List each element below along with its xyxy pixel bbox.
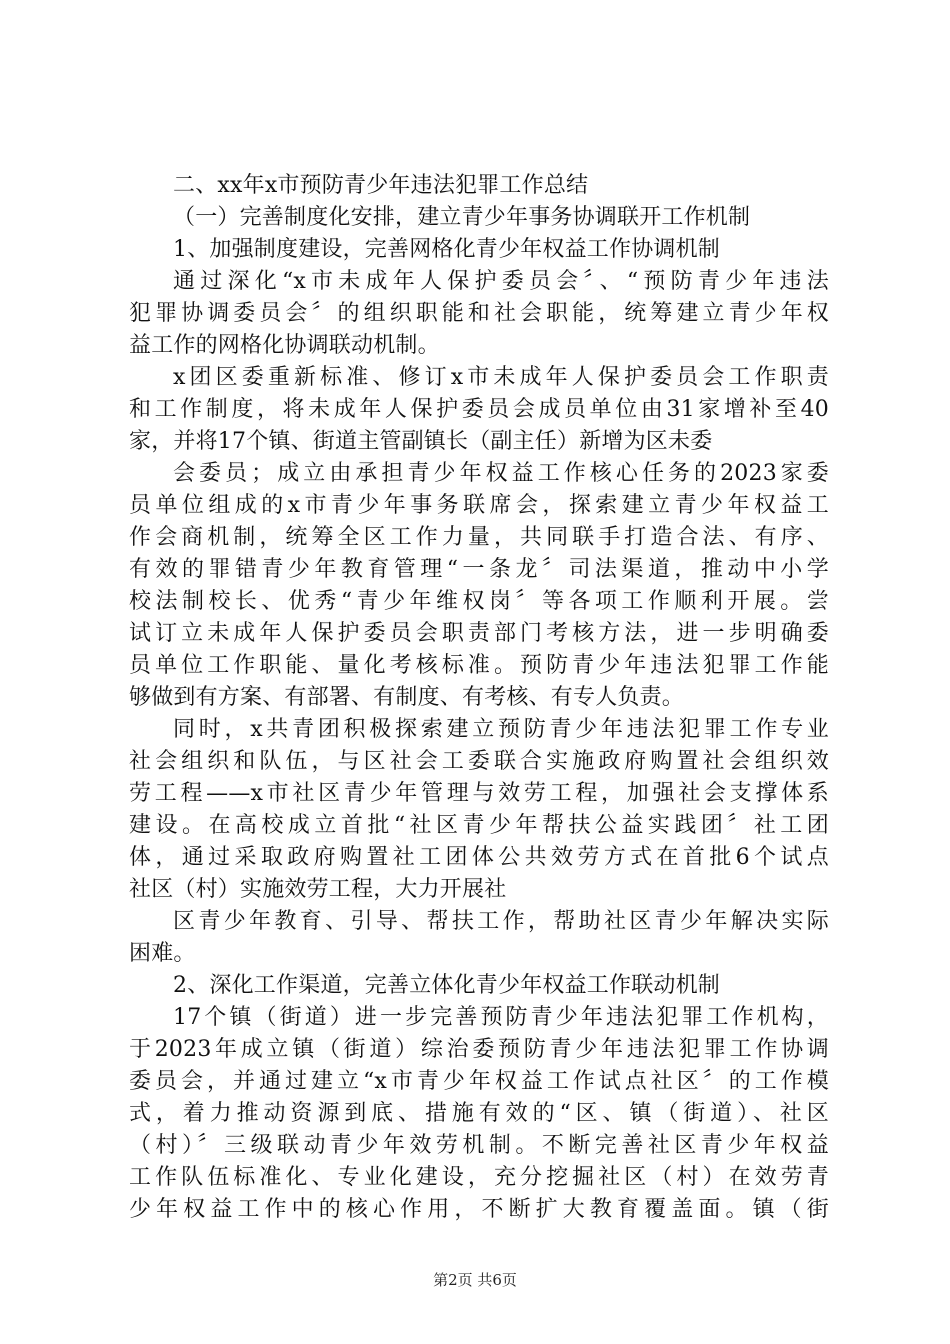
- text-line: 校法制校长、优秀“青少年维权岗〞等各项工作顺利开展。尝: [129, 589, 829, 614]
- text-line: 会委员；成立由承担青少年权益工作核心任务的2023家委: [173, 461, 829, 486]
- text-line: 员单位工作职能、量化考核标准。预防青少年违法犯罪工作能: [129, 653, 829, 678]
- text-line: 困难。: [129, 941, 196, 966]
- page-footer: [0, 1270, 950, 1290]
- text-line: 同时，x共青团积极探索建立预防青少年违法犯罪工作专业: [173, 717, 829, 742]
- page-number: 第2页 共6页: [433, 1271, 517, 1289]
- text-line: 二、xx年x市预防青少年违法犯罪工作总结: [173, 173, 589, 198]
- text-line: 通过深化“x市未成年人保护委员会〞、“预防青少年违法: [173, 269, 829, 294]
- text-line: 2、深化工作渠道，完善立体化青少年权益工作联动机制: [173, 973, 720, 998]
- text-line: 益工作的网格化协调联动机制。: [129, 333, 440, 358]
- text-line: 作会商机制，统筹全区工作力量，共同联手打造合法、有序、: [129, 525, 829, 550]
- text-line: 于2023年成立镇（街道）综治委预防青少年违法犯罪工作协调: [129, 1037, 829, 1062]
- document-body: [129, 170, 829, 1226]
- text-line: 式，着力推动资源到底、措施有效的“区、镇（街道）、社区: [129, 1101, 829, 1126]
- text-line: 家，并将17个镇、街道主管副镇长（副主任）新增为区未委: [129, 429, 713, 454]
- text-line: 委员会，并通过建立“x市青少年权益工作试点社区〞的工作模: [129, 1069, 829, 1094]
- text-line: 工作队伍标准化、专业化建设，充分挖掘社区（村）在效劳青: [129, 1165, 829, 1190]
- text-line: 劳工程——x市社区青少年管理与效劳工程，加强社会支撑体系: [129, 781, 829, 806]
- text-line: （一）完善制度化安排，建立青少年事务协调联开工作机制: [173, 205, 751, 230]
- text-line: 有效的罪错青少年教育管理“一条龙〞司法渠道，推动中小学: [129, 557, 829, 582]
- text-line: 试订立未成年人保护委员会职责部门考核方法，进一步明确委: [129, 621, 829, 646]
- text-line: x团区委重新标准、修订x市未成年人保护委员会工作职责: [173, 365, 829, 390]
- text-line: （村）〞三级联动青少年效劳机制。不断完善社区青少年权益: [129, 1133, 829, 1158]
- text-line: 犯罪协调委员会〞的组织职能和社会职能，统筹建立青少年权: [129, 301, 829, 326]
- text-line: 员单位组成的x市青少年事务联席会，探索建立青少年权益工: [129, 493, 829, 518]
- text-line: 够做到有方案、有部署、有制度、有考核、有专人负责。: [129, 685, 685, 710]
- text-line: 和工作制度，将未成年人保护委员会成员单位由31家增补至40: [129, 397, 829, 422]
- text-line: 区青少年教育、引导、帮扶工作，帮助社区青少年解决实际: [173, 909, 829, 934]
- text-line: 1、加强制度建设，完善网格化青少年权益工作协调机制: [173, 237, 720, 262]
- text-line: 社区（村）实施效劳工程，大力开展社: [129, 877, 507, 902]
- text-line: 建设。在高校成立首批“社区青少年帮扶公益实践团〞社工团: [129, 813, 829, 838]
- text-line: 社会组织和队伍，与区社会工委联合实施政府购置社会组织效: [129, 749, 829, 774]
- text-line: 少年权益工作中的核心作用，不断扩大教育覆盖面。镇（街: [129, 1197, 829, 1222]
- text-line: 17个镇（街道）进一步完善预防青少年违法犯罪工作机构，: [173, 1005, 829, 1030]
- text-line: 体，通过采取政府购置社工团体公共效劳方式在首批6个试点: [129, 845, 829, 870]
